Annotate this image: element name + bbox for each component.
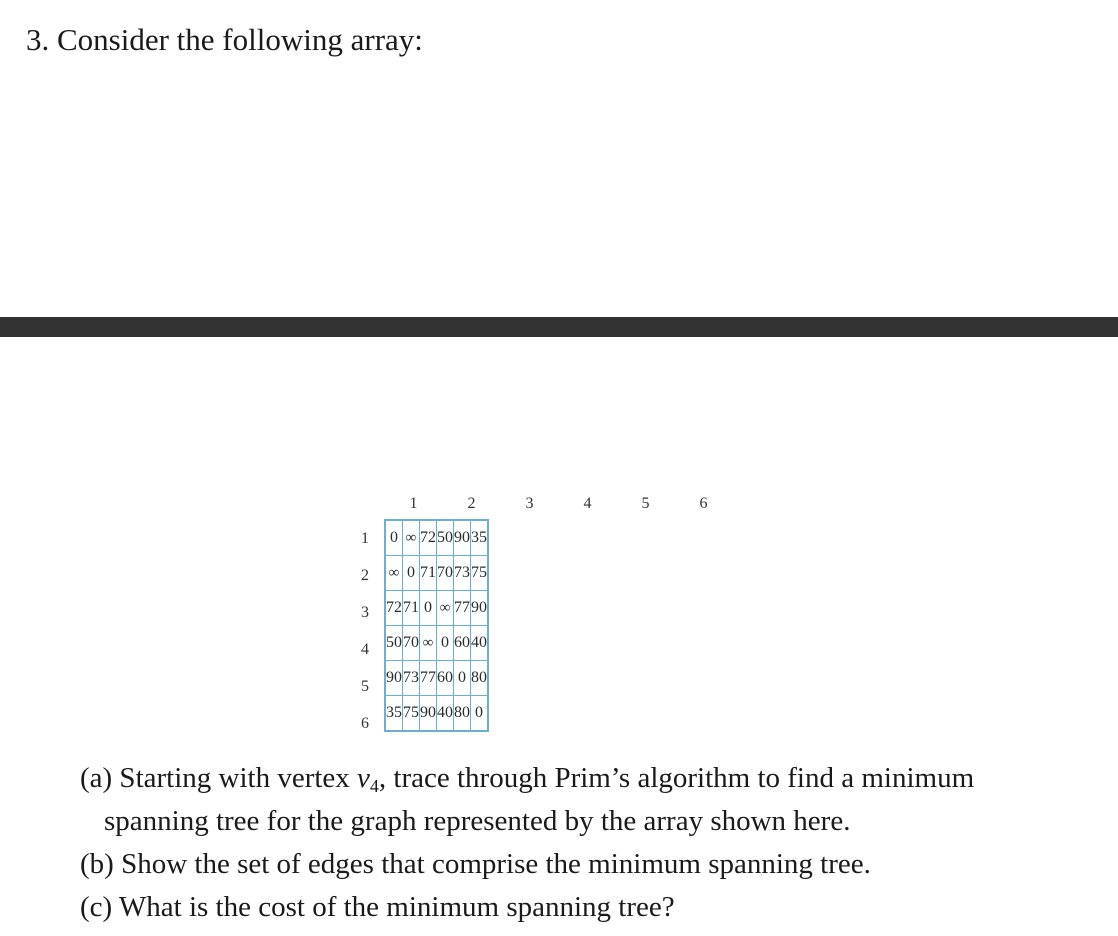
matrix-cell: 71	[420, 556, 437, 591]
part-c: (c) What is the cost of the minimum spanning tree?	[80, 891, 675, 923]
matrix-cell: ∞	[420, 626, 437, 661]
matrix-cell: 80	[471, 661, 489, 696]
matrix-cell: 75	[471, 556, 489, 591]
part-a-prefix: (a) Starting with vertex	[80, 762, 358, 794]
column-header: 6	[699, 495, 708, 512]
vertex-symbol: v	[357, 762, 370, 794]
column-headers	[384, 489, 738, 519]
matrix-cell: 40	[471, 626, 489, 661]
matrix-cell: 72	[420, 520, 437, 556]
column-header: 2	[467, 495, 476, 512]
image-divider-bar	[0, 317, 1118, 337]
row-header: 2	[361, 567, 369, 584]
matrix-row	[385, 556, 488, 591]
matrix-cell: 71	[403, 591, 420, 626]
part-a-line2: spanning tree for the graph represented by the array shown here.	[104, 805, 851, 837]
column-header: 3	[525, 495, 534, 512]
column-header: 5	[641, 495, 650, 512]
matrix-cell: 73	[454, 556, 471, 591]
matrix-cell: 0	[403, 556, 420, 591]
matrix-row	[385, 626, 488, 661]
matrix-cell: 40	[437, 696, 454, 732]
matrix-cell: 50	[437, 520, 454, 556]
question-title: 3. Consider the following array:	[26, 22, 423, 57]
matrix-cell: ∞	[385, 556, 403, 591]
row-header: 3	[361, 604, 369, 621]
row-header: 4	[361, 641, 369, 658]
matrix-row	[385, 591, 488, 626]
matrix-cell: 80	[454, 696, 471, 732]
matrix-cell: 60	[454, 626, 471, 661]
part-b: (b) Show the set of edges that comprise the minimum spanning tree.	[80, 848, 871, 880]
row-header: 1	[361, 530, 369, 547]
matrix-cell: 0	[471, 696, 489, 732]
matrix-cell: 77	[454, 591, 471, 626]
matrix-cell: 90	[385, 661, 403, 696]
matrix-cell: 90	[420, 696, 437, 732]
matrix-cell: ∞	[403, 520, 420, 556]
matrix-cell: 35	[385, 696, 403, 732]
matrix-cell: 73	[403, 661, 420, 696]
question-parts	[80, 757, 1110, 929]
column-header: 1	[409, 495, 418, 512]
matrix-cell: 77	[420, 661, 437, 696]
matrix-cell: 0	[420, 591, 437, 626]
matrix-cell: 70	[403, 626, 420, 661]
matrix-cell: 0	[385, 520, 403, 556]
matrix-cell: 90	[454, 520, 471, 556]
matrix-cell: 50	[385, 626, 403, 661]
matrix-cell: ∞	[437, 591, 454, 626]
matrix-cell: 75	[403, 696, 420, 732]
part-a	[80, 757, 1110, 843]
column-header: 4	[583, 495, 592, 512]
matrix-cell: 90	[471, 591, 489, 626]
matrix-grid	[384, 519, 489, 732]
matrix-row	[385, 520, 488, 556]
matrix-cell: 70	[437, 556, 454, 591]
row-header: 6	[361, 715, 369, 732]
matrix-cell: 72	[385, 591, 403, 626]
row-header: 5	[361, 678, 369, 695]
matrix-cell: 35	[471, 520, 489, 556]
matrix-row	[385, 696, 488, 732]
vertex-subscript: 4	[369, 776, 379, 796]
matrix-cell: 60	[437, 661, 454, 696]
part-a-line1-suffix: , trace through Prim’s algorithm to find a minimum	[378, 762, 975, 794]
matrix-row	[385, 661, 488, 696]
matrix-cell: 0	[454, 661, 471, 696]
matrix-cell: 0	[437, 626, 454, 661]
